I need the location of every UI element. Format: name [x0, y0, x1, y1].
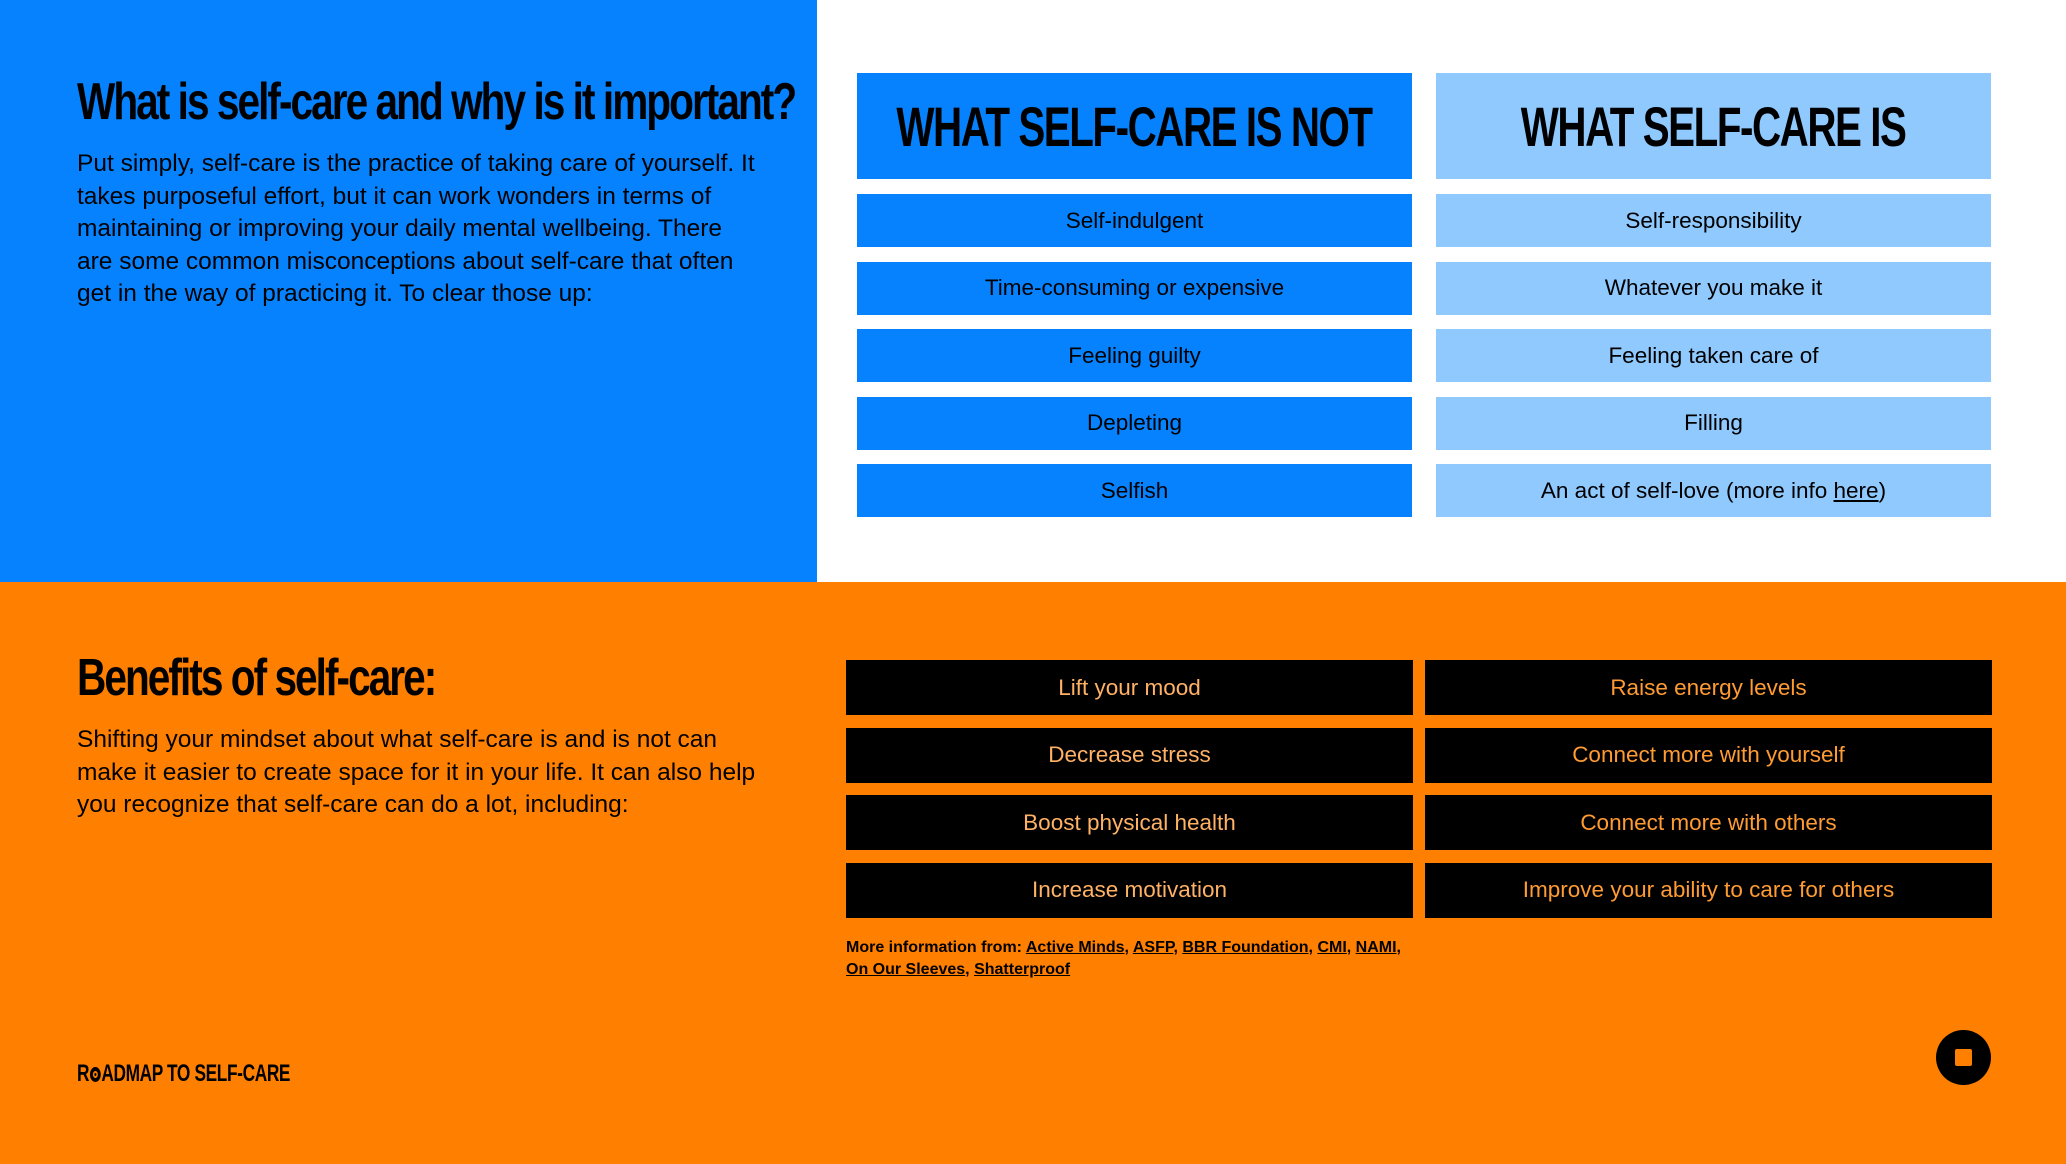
not-item: Time-consuming or expensive — [857, 262, 1412, 315]
benefit-item: Lift your mood — [846, 660, 1413, 715]
not-column-header — [857, 73, 1412, 179]
source-link-shatterproof[interactable]: Shatterproof — [974, 961, 1071, 978]
benefit-item: Decrease stress — [846, 728, 1413, 783]
self-love-text: An act of self-love (more info — [1540, 477, 1834, 503]
not-column-header-label: WHAT SELF-CARE IS NOT — [896, 94, 1373, 158]
benefits-left-column — [846, 660, 1413, 930]
source-link-nami[interactable]: NAMI — [1355, 939, 1397, 956]
is-column — [1436, 73, 1991, 532]
is-column-header-label: WHAT SELF-CARE IS — [1521, 94, 1906, 158]
page-title: What is self-care and why is it important? — [77, 73, 796, 131]
logo-o-icon — [90, 1067, 101, 1082]
logo-letter-r: R — [77, 1060, 90, 1087]
sources-note: More information from: Active Minds, ASFP, BBR Foundation, CMI, NAMI, On Our Sleeves, Shatterproof — [846, 939, 1401, 978]
benefit-item: Connect more with yourself — [1425, 728, 1992, 783]
not-item: Selfish — [857, 464, 1412, 517]
is-item: Feeling taken care of — [1436, 329, 1991, 382]
is-item: Filling — [1436, 397, 1991, 450]
intro-paragraph: Put simply, self-care is the practice of taking care of yourself. It takes purposeful effort, but it can work wonders in terms of maintaining or improving your daily mental wellbeing. There are some common misconceptions about self-care that often get in the way of practicing it. To clear those up: — [77, 150, 755, 308]
self-love-more-info-link[interactable]: here — [1833, 477, 1879, 503]
source-link-cmi[interactable]: CMI — [1317, 939, 1347, 956]
source-link-on-our-sleeves[interactable]: On Our Sleeves — [846, 961, 966, 978]
benefit-item: Increase motivation — [846, 863, 1413, 918]
is-column-header — [1436, 73, 1991, 179]
is-item: Whatever you make it — [1436, 262, 1991, 315]
source-link-active-minds[interactable]: Active Minds — [1025, 939, 1125, 956]
sources-prefix: More information from: — [846, 939, 1022, 956]
benefits-heading: Benefits of self-care: — [77, 649, 436, 707]
source-link-bbr-foundation[interactable]: BBR Foundation — [1182, 939, 1309, 956]
not-item: Depleting — [857, 397, 1412, 450]
self-love-close-paren: ) — [1878, 477, 1887, 503]
logo-text: ADMAP TO SELF-CARE — [101, 1060, 291, 1087]
stop-button[interactable] — [1936, 1030, 1991, 1085]
not-item: Feeling guilty — [857, 329, 1412, 382]
benefit-item: Improve your ability to care for others — [1425, 863, 1992, 918]
benefit-item: Boost physical health — [846, 795, 1413, 850]
is-item: Self-responsibility — [1436, 194, 1991, 247]
is-item-self-love — [1436, 464, 1991, 517]
benefits-paragraph: Shifting your mindset about what self-care is and is not can make it easier to create space for it in your life. It can also help you recognize that self-care can do a lot, including: — [77, 726, 756, 819]
source-link-asfp[interactable]: ASFP — [1132, 939, 1174, 956]
stop-icon — [1955, 1049, 1972, 1066]
not-column — [857, 73, 1412, 532]
roadmap-logo — [77, 1060, 290, 1088]
benefit-item: Raise energy levels — [1425, 660, 1992, 715]
benefit-item: Connect more with others — [1425, 795, 1992, 850]
not-item: Self-indulgent — [857, 194, 1412, 247]
benefits-right-column — [1425, 660, 1992, 930]
